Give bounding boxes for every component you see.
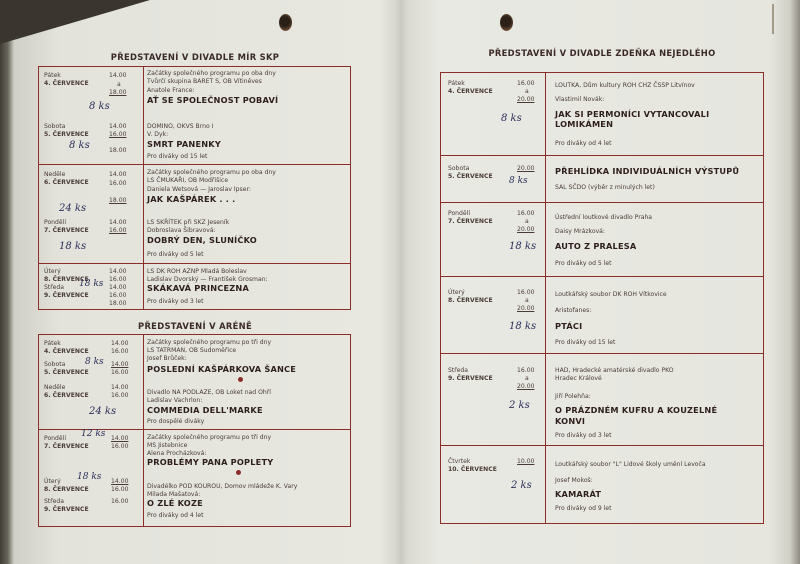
mir-section-title: PŘEDSTAVENÍ V DIVADLE MÍR SKP	[110, 52, 280, 62]
date: 10. ČERVENCE	[448, 466, 497, 473]
time: 20.00	[517, 96, 535, 103]
audience: Pro diváky od 9 let	[555, 505, 612, 512]
info-line: DOMINO, OKVS Brno I	[147, 123, 214, 130]
table-row	[39, 335, 350, 382]
arena-schedule-table	[38, 334, 351, 527]
time: 14.00	[109, 219, 127, 226]
time: 14.00	[111, 435, 129, 442]
table-row	[441, 202, 763, 277]
info-line: Hradec Králové	[555, 375, 602, 382]
time: 16.00	[109, 131, 127, 138]
audience: Pro diváky od 15 let	[555, 339, 616, 346]
table-row	[441, 276, 763, 354]
zdenek-nejedly-section-title: PŘEDSTAVENÍ V DIVADLE ZDEŇKA NEJEDLÉHO	[488, 48, 716, 58]
time: 16.00	[111, 369, 129, 376]
handwritten-count: 24 ks	[89, 406, 117, 417]
audience: Pro diváky od 5 let	[147, 251, 204, 258]
day-name: Neděle	[44, 384, 66, 391]
day-name: Úterý	[44, 268, 61, 275]
time: 16.00	[111, 486, 129, 493]
day-name: Sobota	[448, 165, 470, 172]
date: 9. ČERVENCE	[448, 375, 493, 382]
handwritten-count: 8 ks	[85, 357, 104, 367]
day-name: Středa	[448, 367, 468, 374]
time: 20.00	[517, 165, 535, 172]
info-line: LS ČMUKAŘI, OB Modřišice	[147, 177, 229, 184]
staple-hole-right	[500, 14, 513, 31]
arena-section-title: PŘEDSTAVENÍ V ARÉNĚ	[138, 321, 252, 331]
show-title: COMMEDIA DELL'MARKE	[147, 405, 263, 415]
date: 8. ČERVENCE	[44, 486, 89, 493]
day-name: Sobota	[44, 361, 66, 368]
pencil-mark	[772, 4, 774, 34]
time-and: a	[525, 218, 529, 225]
info-line: Vlastimil Novák:	[555, 96, 605, 103]
info-line: Alena Procházková:	[147, 450, 207, 457]
time: 16.00	[109, 276, 127, 283]
handwritten-count: 12 ks	[81, 429, 106, 439]
time: 14.00	[109, 171, 127, 178]
show-title: PROBLÉMY PANA POPLETY	[147, 457, 274, 467]
day-name: Pondělí	[44, 435, 67, 442]
info-line: Dobroslava Šibravová:	[147, 227, 216, 234]
audience: Pro diváky od 4 let	[555, 140, 612, 147]
day-name: Pátek	[44, 340, 61, 347]
info-line: Ladislav Vachrlon:	[147, 397, 203, 404]
date: 5. ČERVENCE	[44, 131, 89, 138]
show-title: KONVI	[555, 416, 586, 426]
date: 4. ČERVENCE	[448, 88, 493, 95]
info-line: Začátky společného programu po tři dny	[147, 434, 272, 441]
info-line: Daniela Wetsová — Jaroslav Ipser:	[147, 186, 251, 193]
date: 8. ČERVENCE	[448, 297, 493, 304]
time-and: a	[117, 81, 121, 88]
date: 7. ČERVENCE	[44, 227, 89, 234]
info-line: MS Jistebnice	[147, 442, 188, 449]
time-and: a	[525, 297, 529, 304]
audience: Pro diváky od 5 let	[555, 260, 612, 267]
info-line: Začátky společného programu po oba dny	[147, 169, 276, 176]
time: 18.00	[109, 300, 127, 307]
handwritten-count: 8 ks	[501, 113, 522, 124]
handwritten-count: 8 ks	[509, 176, 528, 186]
time: 16.00	[111, 392, 129, 399]
background-corner	[0, 0, 150, 44]
table-row	[39, 164, 350, 264]
info-line: Ladislav Dvorský — František Grosman:	[147, 276, 268, 283]
info-line: Josef Mokoš:	[555, 477, 593, 484]
day-name: Úterý	[44, 478, 61, 485]
time: 14.00	[109, 268, 127, 275]
time: 16.00	[109, 292, 127, 299]
info-line: LOUTKA, Dům kultury ROH CHZ ČSSP Litvínov	[555, 82, 695, 89]
day-name: Neděle	[44, 171, 66, 178]
show-title: O ZLÉ KOZE	[147, 498, 203, 508]
table-row	[441, 445, 763, 523]
time: 14.00	[111, 361, 129, 368]
table-row	[39, 263, 350, 309]
show-title: SKÁKAVÁ PRINCEZNA	[147, 283, 250, 293]
time: 20.00	[517, 305, 535, 312]
show-title: JAK SI PERMONÍCI VYTANCOVALI	[555, 109, 710, 119]
info-line: Daisy Mrázková:	[555, 228, 605, 235]
date: 6. ČERVENCE	[44, 392, 89, 399]
date: 7. ČERVENCE	[448, 218, 493, 225]
info-line: HAD, Hradecké amatérské divadlo PKO	[555, 367, 674, 374]
handwritten-count: 18 ks	[59, 241, 87, 252]
time: 20.00	[517, 226, 535, 233]
info-line: Loutkářský soubor "L" Lidové školy umění Levoča	[555, 461, 706, 468]
table-row	[39, 429, 350, 526]
info-line: Milada Mašatová:	[147, 491, 201, 498]
time: 16.00	[517, 80, 535, 87]
time: 16.00	[517, 210, 535, 217]
info-line: LS SKŘÍTEK při SKZ Jeseník	[147, 219, 230, 226]
info-line: Josef Brůček:	[147, 355, 187, 362]
info-line: Začátky společného programu po tři dny	[147, 339, 272, 346]
table-row	[441, 353, 763, 446]
time: 18.00	[109, 197, 127, 204]
time: 16.00	[517, 367, 535, 374]
show-title: KAMARÁT	[555, 489, 602, 499]
day-name: Pondělí	[448, 210, 471, 217]
handwritten-count: 18 ks	[509, 321, 537, 332]
date: 4. ČERVENCE	[44, 348, 89, 355]
time-and: a	[525, 88, 529, 95]
info-line: Loutkářský soubor DK ROH Vítkovice	[555, 291, 667, 298]
staple-hole-left	[279, 14, 292, 31]
day-name: Pátek	[44, 72, 61, 79]
info-line: Tvůrčí skupina BARET S, OB Vítiněves	[147, 78, 262, 85]
show-title: AUTO Z PRALESA	[555, 241, 637, 251]
info-line: Anatole France:	[147, 87, 195, 94]
date: 9. ČERVENCE	[44, 506, 89, 513]
audience: Pro diváky od 15 let	[147, 153, 208, 160]
time: 16.00	[111, 443, 129, 450]
info-line: LS TATRMAN, OB Sudoměřice	[147, 347, 237, 354]
time: 20.00	[517, 383, 535, 390]
info-line: Divadlo NA PODLAZE, OB Loket nad Ohří	[147, 389, 271, 396]
info-line: Začátky společného programu po oba dny	[147, 70, 276, 77]
table-row	[39, 382, 350, 429]
table-row	[441, 155, 763, 203]
handwritten-count: 2 ks	[511, 480, 532, 491]
info-line: Ústřední loutkové divadlo Praha	[555, 214, 653, 221]
time: 16.00	[111, 348, 129, 355]
mir-schedule-table	[38, 66, 351, 310]
info-line: V. Dyk:	[147, 131, 169, 138]
time: 14.00	[109, 284, 127, 291]
date: 5. ČERVENCE	[448, 173, 493, 180]
table-row	[39, 67, 350, 164]
day-name: Středa	[44, 284, 64, 291]
time: 16.00	[517, 289, 535, 296]
time-and: a	[525, 375, 529, 382]
handwritten-count: 24 ks	[59, 203, 87, 214]
info-line: Jiří Polehňa:	[555, 393, 591, 400]
show-title: SMRT PANENKY	[147, 139, 221, 149]
nejedly-schedule-table	[440, 72, 764, 524]
day-name: Sobota	[44, 123, 66, 130]
date: 6. ČERVENCE	[44, 179, 89, 186]
time: 16.00	[111, 498, 129, 505]
handwritten-count: 18 ks	[79, 279, 104, 289]
info-line: LS DK ROH AZNP Mladá Boleslav	[147, 268, 247, 275]
date: 5. ČERVENCE	[44, 369, 89, 376]
time: 14.00	[111, 340, 129, 347]
audience: Pro dospělé diváky	[147, 418, 205, 425]
time: 10.00	[517, 458, 535, 465]
handwritten-count: 18 ks	[77, 472, 102, 482]
handwritten-count: 18 ks	[509, 241, 537, 252]
date: 4. ČERVENCE	[44, 80, 89, 87]
day-name: Středa	[44, 498, 64, 505]
date: 9. ČERVENCE	[44, 292, 89, 299]
time: 14.00	[111, 478, 129, 485]
audience: Pro diváky od 3 let	[147, 298, 204, 305]
info-line: Divadélko POD KOUROU, Domov mládeže K. Vary	[147, 483, 298, 490]
show-title: JAK KAŠPÁREK . . .	[147, 194, 236, 204]
table-row	[441, 73, 763, 155]
audience: Pro diváky od 4 let	[147, 512, 204, 519]
show-title: DOBRÝ DEN, SLUNÍČKO	[147, 235, 257, 245]
time: 14.00	[111, 384, 129, 391]
info-line: SAL SČDO (výběr z minulých let)	[555, 184, 655, 191]
show-title: AŤ SE SPOLEČNOST POBAVÍ	[147, 95, 279, 105]
date: 7. ČERVENCE	[44, 443, 89, 450]
show-title: O PRÁZDNÉM KUFRU A KOUZELNÉ	[555, 405, 718, 415]
time: 14.00	[109, 123, 127, 130]
time: 16.00	[109, 180, 127, 187]
handwritten-count: 8 ks	[69, 140, 90, 151]
decorative-dot	[236, 470, 241, 475]
time: 18.00	[109, 147, 127, 154]
day-name: Úterý	[448, 289, 465, 296]
time: 16.00	[109, 227, 127, 234]
day-name: Pondělí	[44, 219, 67, 226]
audience: Pro diváky od 3 let	[555, 432, 612, 439]
show-title: PŘEHLÍDKA INDIVIDUÁLNÍCH VÝSTUPŮ	[555, 166, 740, 176]
show-title: PTÁCI	[555, 321, 583, 331]
show-title: POSLEDNÍ KAŠPÁRKOVA ŠANCE	[147, 364, 297, 374]
day-name: Čtvrtek	[448, 458, 471, 465]
show-title: LOMIKÁMEN	[555, 119, 614, 129]
time: 14.00	[109, 72, 127, 79]
date: 8. ČERVENCE	[44, 276, 89, 283]
day-name: Pátek	[448, 80, 465, 87]
info-line: Aristofanes:	[555, 307, 592, 314]
handwritten-count: 8 ks	[89, 101, 110, 112]
handwritten-count: 2 ks	[509, 400, 530, 411]
time: 18.00	[109, 89, 127, 96]
